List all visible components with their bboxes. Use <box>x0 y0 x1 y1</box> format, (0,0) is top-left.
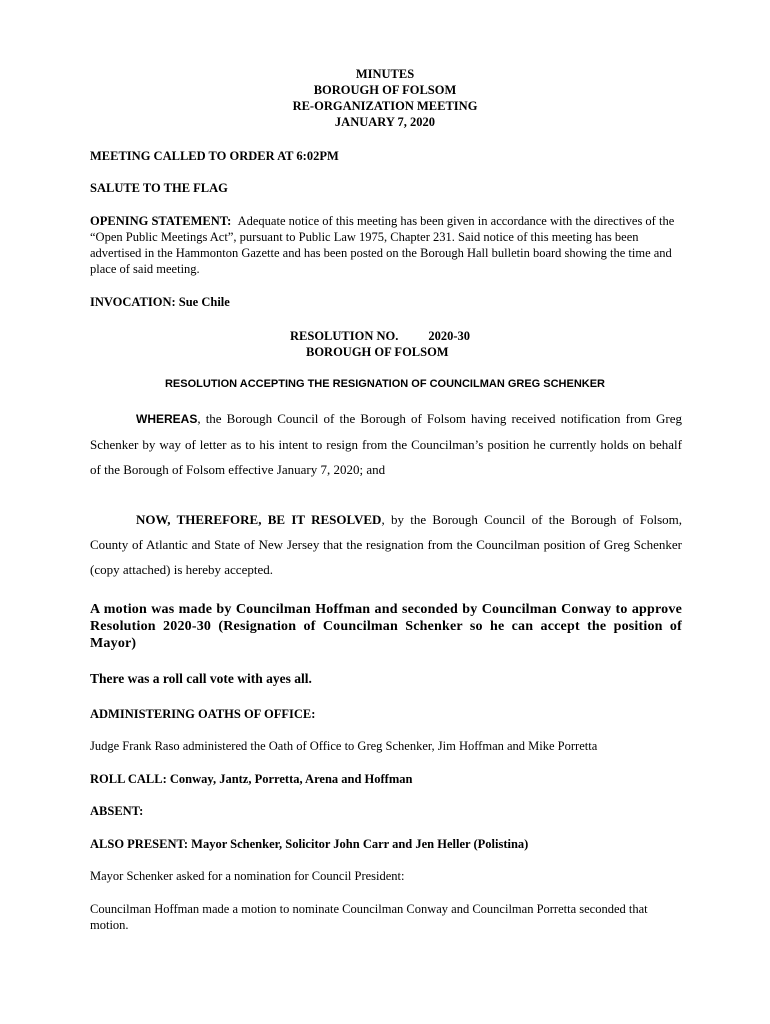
resolution-number: 2020-30 <box>428 329 471 343</box>
invocation: INVOCATION: Sue Chile <box>90 295 230 309</box>
salute-to-flag: SALUTE TO THE FLAG <box>90 181 228 195</box>
resolution-number-label: RESOLUTION NO. <box>290 329 399 343</box>
document-header <box>0 66 770 130</box>
header-line-minutes: MINUTES <box>355 67 415 81</box>
absent: ABSENT: <box>90 804 144 818</box>
header-line-borough: BOROUGH OF FOLSOM <box>313 83 457 97</box>
opening-statement <box>90 213 690 277</box>
resolved-paragraph <box>90 507 682 582</box>
resolution-title: RESOLUTION ACCEPTING THE RESIGNATION OF COUNCILMAN GREG SCHENKER <box>164 378 605 390</box>
header-line-date: JANUARY 7, 2020 <box>334 115 436 129</box>
also-present: ALSO PRESENT: Mayor Schenker, Solicitor John Carr and Jen Heller (Polistina) <box>90 837 529 851</box>
nomination-request: Mayor Schenker asked for a nomination for Council President: <box>90 869 405 883</box>
resolved-text: , by the Borough Council of the Borough of Folsom, County of Atlantic and State of New Jersey that the resignation from the Councilman position of Greg Schenker (copy attached) is hereby accepted. <box>90 512 682 577</box>
opening-statement-text: Adequate notice of this meeting has been given in accordance with the directives of the “Open Public Meetings Act”, pursuant to Public Law 1975, Chapter 231. Said notice of this meeting has been advertised in the Hammonton Gazette and has been posted on the Borough Hall bulletin board showing the time and place of said meeting. <box>90 214 675 276</box>
roll-call-vote: There was a roll call vote with ayes all. <box>90 671 312 686</box>
opening-statement-label: OPENING STATEMENT: <box>90 214 232 228</box>
resolution-entity: BOROUGH OF FOLSOM <box>306 345 449 359</box>
resolved-label: NOW, THEREFORE, BE IT RESOLVED <box>136 512 382 527</box>
called-to-order: MEETING CALLED TO ORDER AT 6:02PM <box>90 149 339 163</box>
resolution-number-line <box>290 328 540 344</box>
roll-call: ROLL CALL: Conway, Jantz, Porretta, Arena and Hoffman <box>90 772 413 786</box>
whereas-text: , the Borough Council of the Borough of Folsom having received notification from Greg Schenker by way of letter as to his intent to resign from the Councilman’s position he currently holds on behalf of the Borough of Folsom effective January 7, 2020; and <box>90 411 682 477</box>
whereas-label: WHEREAS <box>136 412 198 426</box>
whereas-paragraph <box>90 406 682 482</box>
header-line-meeting: RE-ORGANIZATION MEETING <box>292 99 478 113</box>
oaths-text: Judge Frank Raso administered the Oath of Office to Greg Schenker, Jim Hoffman and Mike Porretta <box>90 739 598 753</box>
motion-paragraph: A motion was made by Councilman Hoffman and seconded by Councilman Conway to approve Resolution 2020-30 (Resignation of Councilman Schenker so he can accept the position of Mayor) <box>90 602 682 651</box>
oaths-heading: ADMINISTERING OATHS OF OFFICE: <box>90 707 316 721</box>
nomination-motion: Councilman Hoffman made a motion to nominate Councilman Conway and Councilman Porretta seconded that motion. <box>90 902 648 932</box>
